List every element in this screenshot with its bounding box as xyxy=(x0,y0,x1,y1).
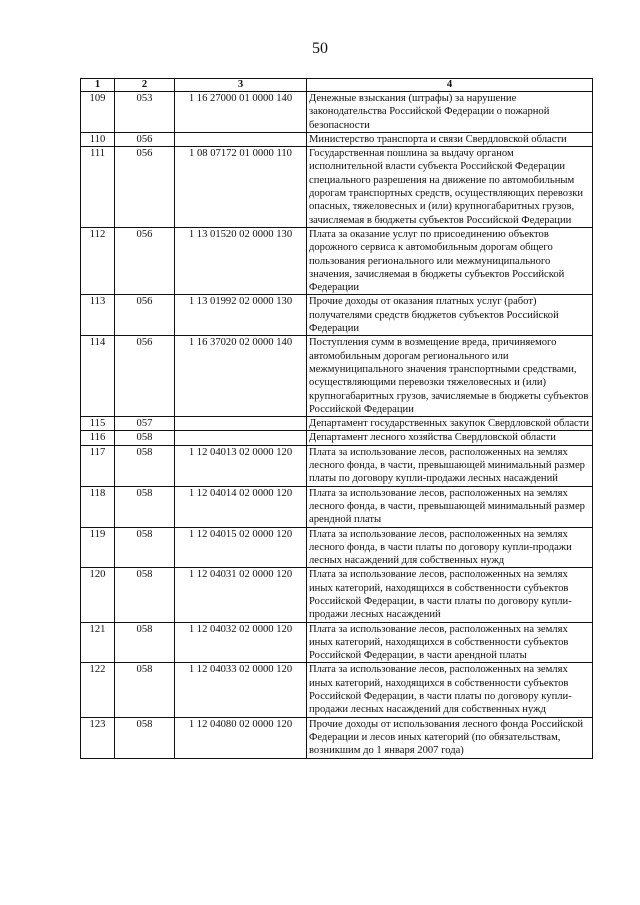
table-row xyxy=(81,445,593,486)
admin-code: 058 xyxy=(115,431,175,445)
revenue-description: Прочие доходы от оказания платных услуг (работ) получателями средств бюджетов субъектов Российской Федерации xyxy=(307,295,593,336)
table-row xyxy=(81,486,593,527)
budget-classification-code: 1 12 04032 02 0000 120 xyxy=(175,622,307,663)
budget-classification-code: 1 12 04031 02 0000 120 xyxy=(175,568,307,622)
revenue-description: Департамент лесного хозяйства Свердловской области xyxy=(307,431,593,445)
row-number: 120 xyxy=(81,568,115,622)
budget-classification-code: 1 13 01992 02 0000 130 xyxy=(175,295,307,336)
budget-classification-code: 1 12 04015 02 0000 120 xyxy=(175,527,307,568)
table-row xyxy=(81,132,593,146)
budget-classification-code: 1 12 04014 02 0000 120 xyxy=(175,486,307,527)
table-row xyxy=(81,663,593,717)
admin-code: 056 xyxy=(115,132,175,146)
budget-classification-code: 1 16 37020 02 0000 140 xyxy=(175,336,307,417)
budget-classification-code: 1 13 01520 02 0000 130 xyxy=(175,227,307,294)
column-header-admin-code: 2 xyxy=(115,79,175,92)
table-row xyxy=(81,431,593,445)
table-row xyxy=(81,92,593,133)
table-row xyxy=(81,147,593,228)
admin-code: 057 xyxy=(115,417,175,431)
admin-code: 058 xyxy=(115,445,175,486)
admin-code: 058 xyxy=(115,622,175,663)
revenue-description: Плата за использование лесов, расположенных на землях лесного фонда, в части платы по договору купли-продажи лесных насаждений для собственных нужд xyxy=(307,527,593,568)
admin-code: 053 xyxy=(115,92,175,133)
row-number: 115 xyxy=(81,417,115,431)
table-row xyxy=(81,568,593,622)
admin-code: 058 xyxy=(115,568,175,622)
table-row xyxy=(81,527,593,568)
admin-code: 056 xyxy=(115,295,175,336)
admin-code: 058 xyxy=(115,663,175,717)
table-row xyxy=(81,717,593,758)
admin-code: 058 xyxy=(115,486,175,527)
table-row xyxy=(81,336,593,417)
revenue-description: Государственная пошлина за выдачу органом исполнительной власти субъекта Российской Федерации специального разрешения на движение по автомобильным дорогам транспортных средств, осуществляющих перевозки опасных, тяжеловесных и (или) крупногабаритных грузов, зачисляемая в бюджеты субъектов Российской Федерации xyxy=(307,147,593,228)
column-header-budget-code: 3 xyxy=(175,79,307,92)
row-number: 119 xyxy=(81,527,115,568)
budget-classification-code: 1 12 04080 02 0000 120 xyxy=(175,717,307,758)
budget-classification-code xyxy=(175,417,307,431)
budget-classification-code: 1 12 04033 02 0000 120 xyxy=(175,663,307,717)
table-row xyxy=(81,227,593,294)
table-row xyxy=(81,622,593,663)
row-number: 121 xyxy=(81,622,115,663)
admin-code: 056 xyxy=(115,336,175,417)
row-number: 109 xyxy=(81,92,115,133)
revenue-description: Плата за использование лесов, расположенных на землях иных категорий, находящихся в собственности субъектов Российской Федерации, в части арендной платы xyxy=(307,622,593,663)
row-number: 110 xyxy=(81,132,115,146)
admin-code: 056 xyxy=(115,147,175,228)
revenue-description: Плата за оказание услуг по присоединению объектов дорожного сервиса к автомобильным дорогам общего пользования регионального или межмуниципального значения, зачисляемая в бюджеты субъектов Российской Федерации xyxy=(307,227,593,294)
row-number: 116 xyxy=(81,431,115,445)
row-number: 123 xyxy=(81,717,115,758)
budget-classification-code xyxy=(175,132,307,146)
row-number: 112 xyxy=(81,227,115,294)
row-number: 118 xyxy=(81,486,115,527)
row-number: 114 xyxy=(81,336,115,417)
admin-code: 058 xyxy=(115,717,175,758)
revenue-description: Прочие доходы от использования лесного фонда Российской Федерации и лесов иных категорий (по обязательствам, возникшим до 1 января 2007 года) xyxy=(307,717,593,758)
budget-classification-code: 1 08 07172 01 0000 110 xyxy=(175,147,307,228)
table-body xyxy=(81,92,593,759)
budget-classification-code: 1 12 04013 02 0000 120 xyxy=(175,445,307,486)
admin-code: 056 xyxy=(115,227,175,294)
revenue-description: Министерство транспорта и связи Свердловской области xyxy=(307,132,593,146)
revenue-description: Плата за использование лесов, расположенных на землях иных категорий, находящихся в собственности субъектов Российской Федерации, в части платы по договору купли-продажи лесных насаждений для собственных нужд xyxy=(307,663,593,717)
revenue-description: Плата за использование лесов, расположенных на землях иных категорий, находящихся в собственности субъектов Российской Федерации, в части платы по договору купли-продажи лесных насаждений xyxy=(307,568,593,622)
page-number: 50 xyxy=(312,40,328,57)
table-row xyxy=(81,295,593,336)
column-header-description: 4 xyxy=(307,79,593,92)
budget-classification-code xyxy=(175,431,307,445)
revenue-description: Департамент государственных закупок Свердловской области xyxy=(307,417,593,431)
revenue-description: Плата за использование лесов, расположенных на землях лесного фонда, в части, превышающей минимальный размер арендной платы xyxy=(307,486,593,527)
row-number: 111 xyxy=(81,147,115,228)
admin-code: 058 xyxy=(115,527,175,568)
table-header-row xyxy=(81,79,593,92)
revenue-description: Поступления сумм в возмещение вреда, причиняемого автомобильным дорогам регионального или межмуниципального значения транспортными средствами, осуществляющими перевозки тяжеловесных и (или) крупногабаритных грузов, зачисляемые в бюджеты субъектов Российской Федерации xyxy=(307,336,593,417)
budget-codes-table xyxy=(80,78,593,759)
revenue-description: Плата за использование лесов, расположенных на землях лесного фонда, в части, превышающей минимальный размер платы по договору купли-продажи лесных насаждений xyxy=(307,445,593,486)
row-number: 117 xyxy=(81,445,115,486)
revenue-description: Денежные взыскания (штрафы) за нарушение законодательства Российской Федерации о пожарной безопасности xyxy=(307,92,593,133)
row-number: 113 xyxy=(81,295,115,336)
column-header-number: 1 xyxy=(81,79,115,92)
budget-classification-code: 1 16 27000 01 0000 140 xyxy=(175,92,307,133)
table-row xyxy=(81,417,593,431)
row-number: 122 xyxy=(81,663,115,717)
